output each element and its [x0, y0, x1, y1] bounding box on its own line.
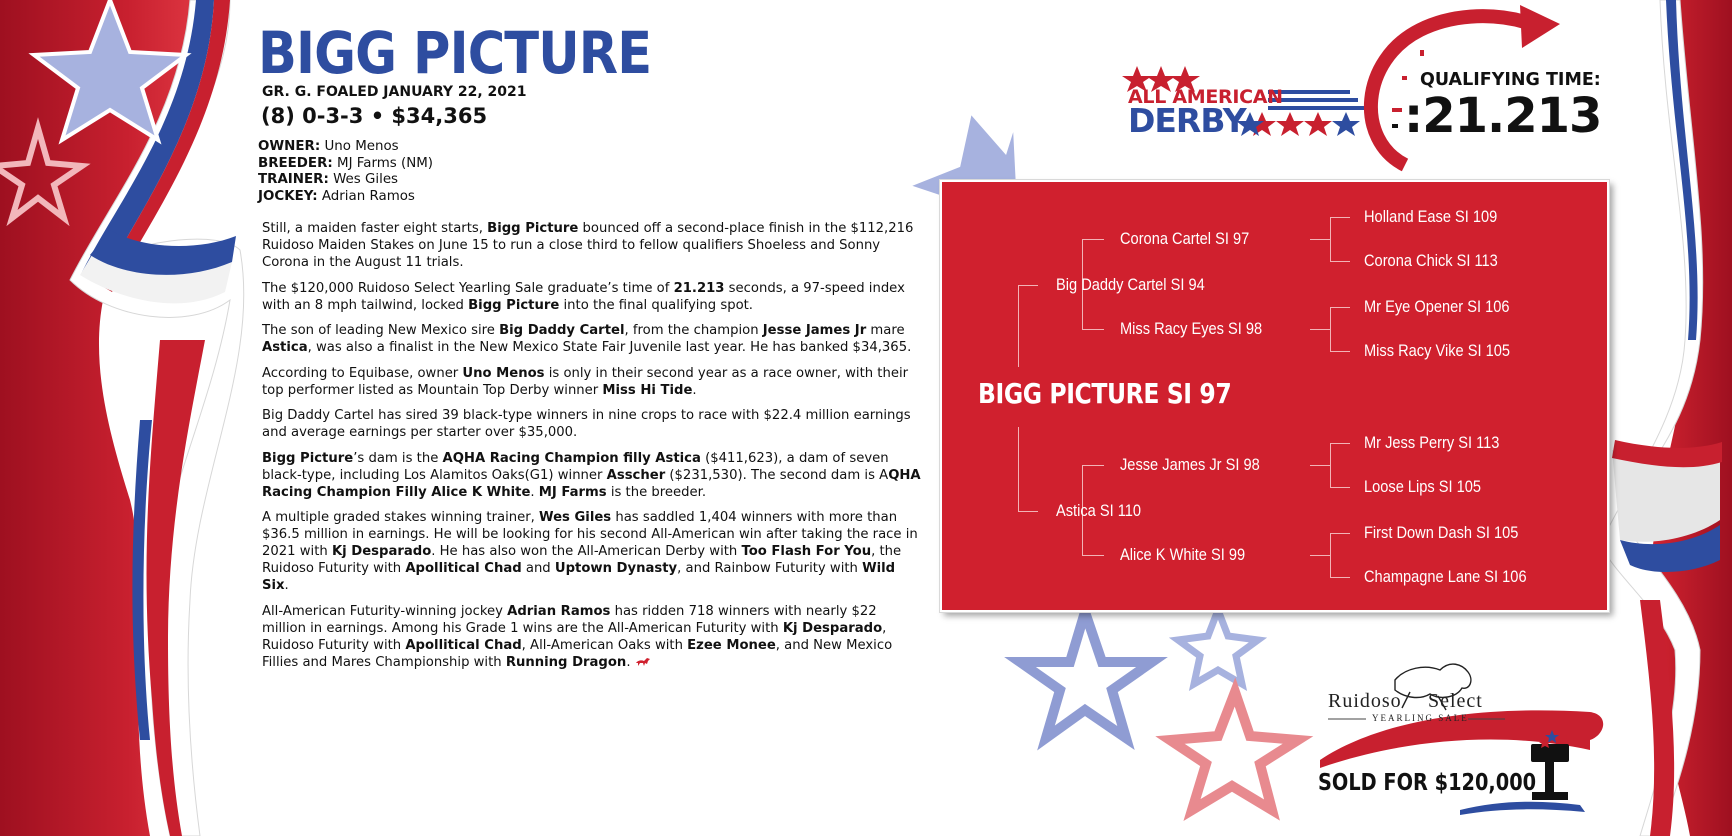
- pedigree-dam: Astica SI 110: [1056, 501, 1142, 520]
- sold-price: SOLD FOR $120,000: [1318, 770, 1537, 796]
- pedigree-ss-sire: Holland Ease SI 109: [1364, 207, 1498, 226]
- breeder-label: BREEDER:: [258, 155, 333, 171]
- owner-line: [258, 139, 433, 156]
- gavel-icon: [1531, 744, 1569, 800]
- pedigree-dam-dam: Alice K White SI 99: [1120, 545, 1246, 564]
- story-body: [262, 220, 922, 679]
- race-name-line1: ALL AMERICAN: [1128, 86, 1283, 108]
- story-paragraph: The $120,000 Ruidoso Select Yearling Sale graduate’s time of 21.213 seconds, a 97-speed index with an 8 mph tailwind, locked Bigg Picture into the final qualifying spot.: [262, 280, 905, 313]
- pedigree-ds-dam: Loose Lips SI 105: [1364, 477, 1482, 496]
- race-record: (8) 0-3-3 • $34,365: [261, 104, 488, 128]
- star-bottom-pink: [1170, 692, 1298, 810]
- story-paragraph: Still, a maiden faster eight starts, Bigg Picture bounced off a second-place finish in the $112,216 Ruidoso Maiden Stakes on June 15 to run a close third to fellow qualifiers Shoeless and Sonny Corona in the August 11 trials.: [262, 221, 914, 270]
- pedigree-ss-dam: Corona Chick SI 113: [1364, 251, 1498, 270]
- jockey-value: Adrian Ramos: [321, 188, 415, 204]
- sale-logo-sub: YEARLING SALE: [1372, 713, 1469, 723]
- story-paragraph: According to Equibase, owner Uno Menos is only in their second year as a race owner, with their top performer listed as Mountain Top Derby winner Miss Hi Tide.: [262, 365, 909, 398]
- breeder-value: MJ Farms (NM): [337, 155, 434, 171]
- breeder-line: [258, 156, 433, 173]
- pedigree-dd-sire: First Down Dash SI 105: [1364, 523, 1519, 542]
- jockey-line: [258, 189, 433, 206]
- story-paragraph: The son of leading New Mexico sire Big Daddy Cartel, from the champion Jesse James Jr mare Astica, was also a finalist in the New Mexico State Fair Juvenile last year. He has banked $34,365.: [262, 323, 912, 355]
- story-paragraph: All-American Futurity-winning jockey Adrian Ramos has ridden 718 winners with nearly $22 million in earnings. Among his Grade 1 wins are the All-American Futurity with Kj Desparado, Ruidoso Futurity with Apollitical Chad, All-American Oaks with Ezee Monee, and New Mexico Fillies and Mares Championship with Running Dragon.: [262, 603, 893, 670]
- pedigree-sd-dam: Miss Racy Vike SI 105: [1364, 341, 1510, 360]
- star-bottom-small: [1178, 610, 1258, 684]
- pedigree-dd-dam: Champagne Lane SI 106: [1364, 567, 1527, 586]
- pedigree-sire: Big Daddy Cartel SI 94: [1056, 275, 1205, 294]
- qualifying-time-label: QUALIFYING TIME:: [1420, 70, 1601, 90]
- owner-value: Uno Menos: [324, 139, 399, 154]
- pedigree-sd-sire: Mr Eye Opener SI 106: [1364, 297, 1510, 316]
- story-paragraph: Big Daddy Cartel has sired 39 black-type winners in nine crops to race with $22.4 million earnings and average earnings per starter over $35,000.: [262, 408, 911, 440]
- pedigree-sire-dam: Miss Racy Eyes SI 98: [1120, 319, 1263, 338]
- story-paragraph: Bigg Picture’s dam is the AQHA Racing Champion filly Astica ($411,623), a dam of seven black-type, including Los Alamitos Oaks(G1) winner Asscher ($231,530). The second dam is AQHA Racing Champion Filly Alice K White. MJ Farms is the breeder.: [262, 450, 921, 500]
- pedigree-subject: BIGG PICTURE SI 97: [978, 377, 1232, 410]
- pedigree-ds-sire: Mr Jess Perry SI 113: [1364, 433, 1500, 452]
- foaled-line: GR. G. FOALED JANUARY 22, 2021: [262, 84, 527, 100]
- sale-logo-word1: Ruidoso: [1328, 690, 1402, 712]
- pedigree-dam-sire: Jesse James Jr SI 98: [1120, 455, 1260, 474]
- trainer-label: TRAINER:: [258, 172, 329, 187]
- connections-list: [258, 139, 433, 205]
- horse-name-title: BIGG PICTURE: [258, 19, 652, 87]
- trainer-value: Wes Giles: [333, 172, 399, 187]
- pedigree-sire-sire: Corona Cartel SI 97: [1120, 229, 1250, 248]
- race-name-line2: DERBY: [1128, 101, 1246, 140]
- sale-logo-word2: Select: [1428, 690, 1483, 712]
- end-horse-icon: [635, 657, 651, 667]
- jockey-label: JOCKEY:: [258, 188, 318, 204]
- qualifying-time-value: :21.213: [1404, 88, 1602, 144]
- owner-label: OWNER:: [258, 139, 321, 154]
- trainer-line: [258, 172, 433, 189]
- story-paragraph: A multiple graded stakes winning trainer, Wes Giles has saddled 1,404 winners with more than $36.5 million in earnings. He will be looking for his second All-American win after taking the race in 2021 with Kj Desparado. He has also won the All-American Derby with Too Flash For You, the Ruidoso Futurity with Apollitical Chad and Uptown Dynasty, and Rainbow Futurity with Wild Six.: [262, 510, 918, 593]
- pedigree-panel: [940, 180, 1609, 612]
- star-bottom-blue: [1020, 612, 1152, 738]
